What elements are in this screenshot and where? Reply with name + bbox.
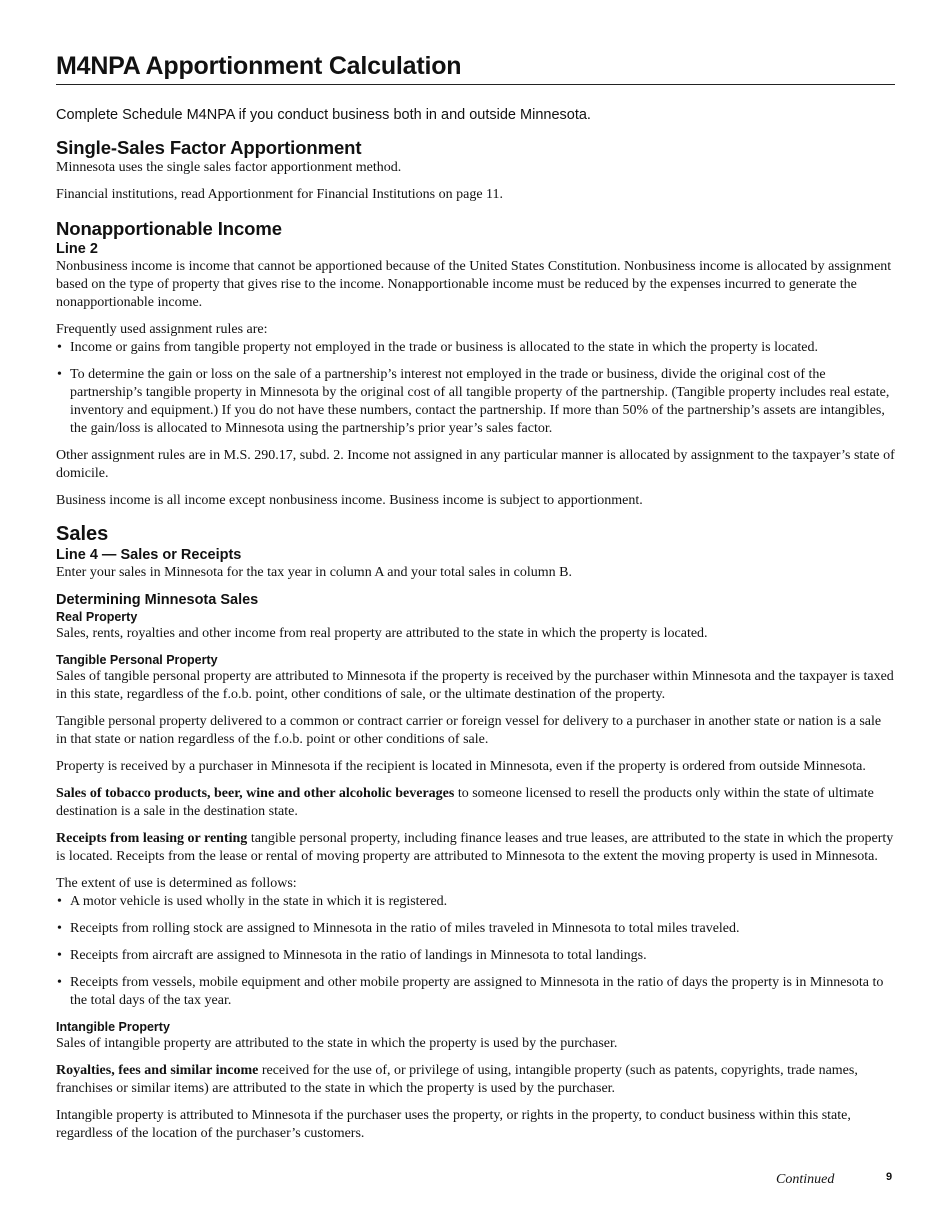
line-4-heading: Line 4 — Sales or Receipts	[56, 547, 242, 563]
leasing-bold: Receipts from leasing or renting	[56, 831, 248, 846]
tangible-property-text-3: Property is received by a purchaser in Minnesota if the recipient is located in Minnesota, even if the property is ordered from outside Minnesota.	[56, 759, 866, 774]
royalties-bold: Royalties, fees and similar income	[56, 1063, 259, 1078]
intro-text: Complete Schedule M4NPA if you conduct business both in and outside Minnesota.	[56, 107, 591, 123]
assignment-rules-list	[56, 339, 895, 438]
tangible-property-text-2: Tangible personal property delivered to a common or contract carrier or foreign vessel for delivery to a purchaser in another state or nation is a sale in that state or nation regardless of the f.o.b. point or other conditions of sale.	[56, 714, 882, 747]
extent-of-use-intro: The extent of use is determined as follows:	[56, 876, 297, 891]
leasing-paragraph	[56, 830, 895, 866]
tangible-property-heading: Tangible Personal Property	[56, 653, 218, 667]
single-sales-heading: Single-Sales Factor Apportionment	[56, 137, 362, 158]
other-assignment-rules-text: Other assignment rules are in M.S. 290.17, subd. 2. Income not assigned in any particular manner is allocated by assignment to the taxpayer’s state of domicile.	[56, 448, 895, 481]
financial-institutions-text: Financial institutions, read Apportionment for Financial Institutions on page 11.	[56, 187, 504, 202]
intangible-property-text-3: Intangible property is attributed to Minnesota if the purchaser uses the property, or rights in the property, to conduct business within this state, regardless of the location of the purchaser’s customers.	[56, 1108, 851, 1141]
real-property-text: Sales, rents, royalties and other income from real property are attributed to the state in which the property is located.	[56, 626, 708, 641]
line-4-text: Enter your sales in Minnesota for the tax year in column A and your total sales in column B.	[56, 565, 572, 580]
page-number: 9	[886, 1171, 893, 1183]
sales-heading: Sales	[56, 523, 109, 545]
intangible-property-text-1: Sales of intangible property are attributed to the state in which the property is used by the purchaser.	[56, 1036, 618, 1051]
business-income-text: Business income is all income except nonbusiness income. Business income is subject to apportionment.	[56, 493, 643, 508]
tangible-property-text-1: Sales of tangible personal property are attributed to Minnesota if the property is received by the purchaser within Minnesota and the taxpayer is taxed in this state, regardless of the f.o.b. point, other conditions of sale, or the ultimate destination of the property.	[56, 669, 894, 702]
tobacco-sales-paragraph	[56, 785, 895, 821]
leasing-text: tangible personal property, including finance leases and true leases, are attributed to the state in which the property is located. Receipts from the lease or rental of moving property are attributed to Minnesota to the extent the moving property is used in Minnesota.	[56, 831, 894, 864]
extent-of-use-list	[56, 893, 895, 1010]
nonapportionable-heading: Nonapportionable Income	[56, 218, 282, 239]
real-property-heading: Real Property	[56, 610, 138, 624]
nonbusiness-income-text: Nonbusiness income is income that cannot be apportioned because of the United States Constitution. Nonbusiness income is allocated by assignment based on the type of property that gives rise to the income. Nonapportionable income must be reduced by the expenses incurred to generate the nonapportionable income.	[56, 259, 892, 310]
royalties-text: received for the use of, or privilege of using, intangible property (such as patents, copyrights, trade names, franchises or similar items) are attributed to the state in which the property is used by the purchaser.	[56, 1063, 858, 1096]
document-page	[56, 50, 895, 1143]
title-rule	[56, 84, 895, 85]
list-item: • Income or gains from tangible property not employed in the trade or business is allocated to the state in which the property is located.	[56, 339, 895, 357]
list-item: • Receipts from aircraft are assigned to Minnesota in the ratio of landings in Minnesota to total landings.	[56, 947, 895, 965]
list-item: • Receipts from vessels, mobile equipment and other mobile property are assigned to Minnesota in the ratio of days the property is in Minnesota to the total days of the tax year.	[56, 974, 895, 1010]
list-item: • A motor vehicle is used wholly in the state in which it is registered.	[56, 893, 895, 911]
determining-sales-heading: Determining Minnesota Sales	[56, 592, 259, 608]
royalties-paragraph	[56, 1062, 895, 1098]
list-item: • Receipts from rolling stock are assigned to Minnesota in the ratio of miles traveled in Minnesota to total miles traveled.	[56, 920, 895, 938]
tobacco-sales-text: to someone licensed to resell the products only within the state of ultimate destination is a sale in the destination state.	[56, 786, 874, 819]
page-title: M4NPA Apportionment Calculation	[56, 52, 462, 80]
tobacco-sales-bold: Sales of tobacco products, beer, wine and other alcoholic beverages	[56, 786, 455, 801]
list-item: • To determine the gain or loss on the sale of a partnership’s interest not employed in the trade or business, divide the original cost of the partnership’s tangible property in Minnesota by the original cost of all tangible property of the partnership. (Tangible property includes real estate, inventory and equipment.) If you do not have these numbers, contact the partnership. If more than 50% of the partnership’s assets are intangibles, the gain/loss is allocated to Minnesota using the partnership’s prior year’s sales factor.	[56, 366, 895, 438]
intangible-property-heading: Intangible Property	[56, 1020, 170, 1034]
continued-label: Continued	[776, 1172, 835, 1187]
line-2-heading: Line 2	[56, 241, 98, 257]
single-sales-text: Minnesota uses the single sales factor apportionment method.	[56, 160, 402, 175]
assignment-rules-intro: Frequently used assignment rules are:	[56, 322, 268, 337]
